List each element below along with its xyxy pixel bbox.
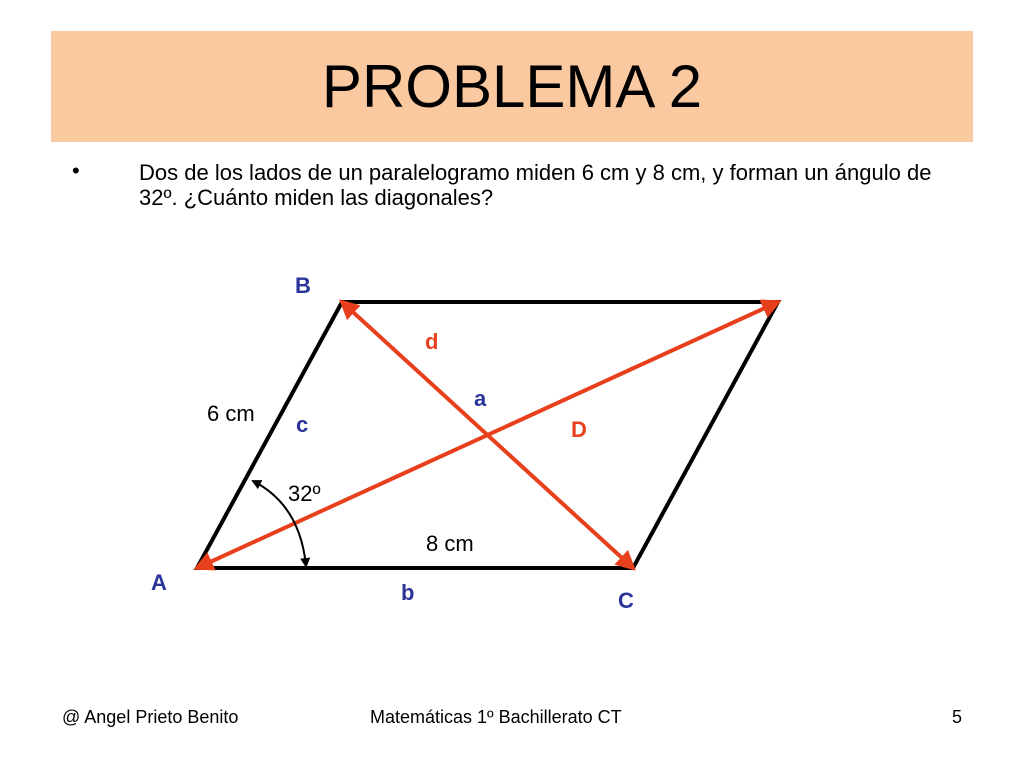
side-label-c: c	[296, 412, 309, 437]
angle-label: 32º	[288, 481, 321, 506]
diagonal-short	[342, 302, 633, 568]
intersection-angle-label: a	[474, 386, 487, 411]
footer-page-number: 5	[952, 707, 963, 727]
vertex-label-a: A	[151, 570, 167, 595]
slide-title: PROBLEMA 2	[321, 53, 703, 120]
diagonal-label-d: d	[425, 329, 439, 354]
problem-statement: Dos de los lados de un paralelogramo miden 6 cm y 8 cm, y forman un ángulo de 32º. ¿Cuánto miden las diagonales?	[139, 160, 932, 210]
side-length-left: 6 cm	[207, 401, 255, 426]
side-length-bottom: 8 cm	[426, 531, 474, 556]
bullet-marker: •	[72, 158, 80, 183]
side-label-b: b	[401, 580, 415, 605]
diagonal-label-D: D	[571, 417, 587, 442]
footer-author: @ Angel Prieto Benito	[62, 707, 239, 727]
vertex-label-c: C	[618, 588, 634, 613]
footer-course: Matemáticas 1º Bachillerato CT	[370, 707, 622, 727]
vertex-label-b: B	[295, 273, 311, 298]
